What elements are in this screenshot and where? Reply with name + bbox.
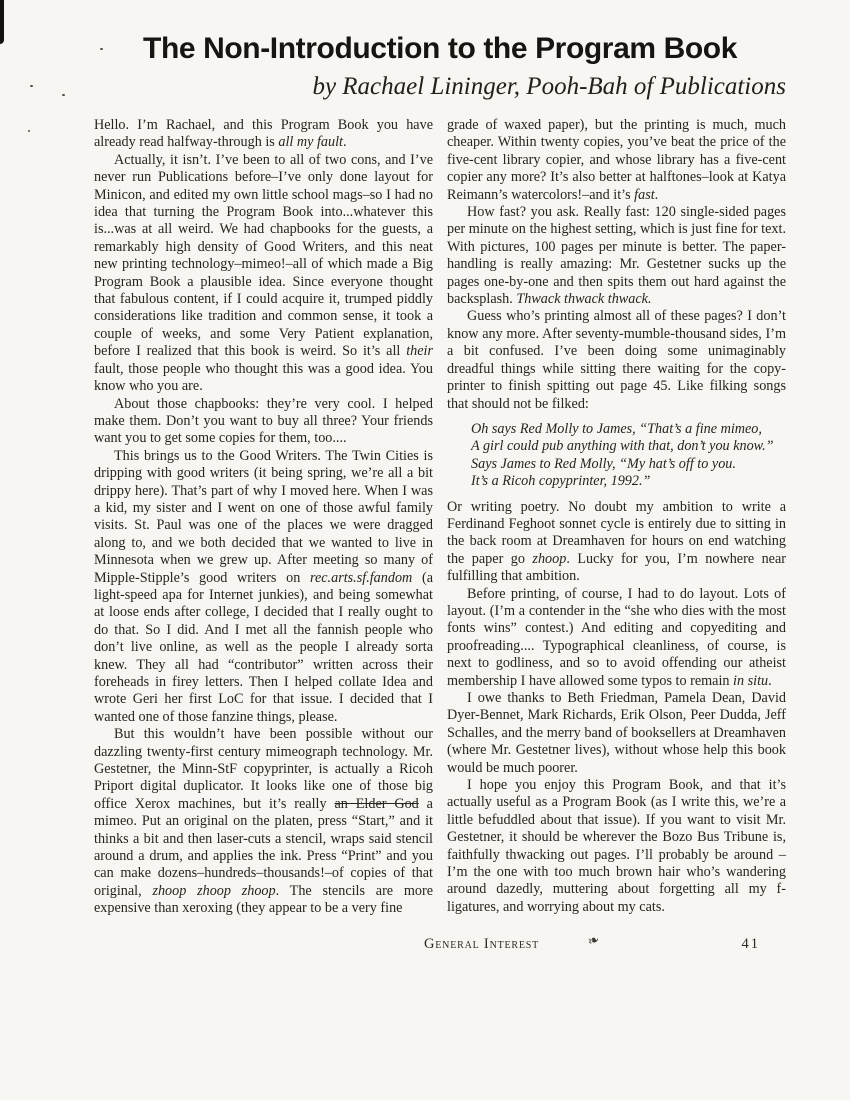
paragraph: Before printing, of course, I had to do layout. Lots of layout. (I’m a contender in the “she who dies with the most fonts wins” contest.) And editing and copyediting and proofreading.... Typographical cleanliness, of course, is next to godliness, and so to avoid offending our atheist membership I have allowed some typos to remain in situ. [447, 585, 786, 689]
page-number: 41 [741, 935, 760, 952]
paragraph: Actually, it isn’t. I’ve been to all of two cons, and I’ve never run Publications before–I’ve only done layout for Minicon, and edited my own little school mags–so I had no idea that turning the Program Book into...whatever this is...was at all weird. We had chapbooks for the guests, a remarkably high density of Good Writers, and this neat new printing technology–mimeo!–all of which made a Big Program Book a plausible idea. Since everyone thought that fabulous content, if I could acquire it, trumped piddly considerations like tradition and common sense, it took a couple of weeks, and some Very Patient explanation, before I realized that this book is weird. So it’s all their fault, those people who thought this was a good idea. You know who you are. [94, 151, 433, 395]
quote-block: Oh says Red Molly to James, “That’s a fine mimeo, A girl could pub anything with that, don’t you know.” Says James to Red Molly, “My hat’s off to you. It’s a Ricoh copyprinter, 1992.” [471, 420, 774, 490]
scan-speck [62, 94, 65, 96]
paragraph: About those chapbooks: they’re very cool. I helped make them. Don’t you want to buy all three? Your friends want you to get some copies for them, too.... [94, 395, 433, 447]
scan-edge-artifact [0, 0, 4, 44]
paragraph: How fast? you ask. Really fast: 120 single-sided pages per minute on the highest setting, which is just fine for text. With pictures, 100 pages per minute is better. The paper-handling is really amazing: Mr. Gestetner sucks up the pages one-by-one and then spits them out hard against the backsplash. Thwack thwack thwack. [447, 204, 786, 308]
scan-speck [100, 48, 103, 50]
paragraph: I hope you enjoy this Program Book, and that it’s actually useful as a Program Book (as I write this, we’re a little befuddled about that issue). If you want to visit Mr. Gestetner, it should be wherever the Bozo Bus Tribune is, faithfully thwacking out pages. I’ll probably be around –I’m the one with too much brown hair who’s wandering around dazedly, muttering about forgetting all my f-ligatures, and worrying about my cats. [447, 777, 786, 915]
page-footer [94, 932, 786, 958]
paragraph: grade of waxed paper), but the printing is much, much cheaper. Within twenty copies, you’ve beat the price of the five-cent library copier, and whose library has a five-cent copier any more? It’s also better at halftones–look at Katya Reimann’s watercolors!–and it’s fast. [447, 117, 786, 203]
column-left [94, 117, 433, 918]
paragraph: Or writing poetry. No doubt my ambition to write a Ferdinand Feghoot sonnet cycle is entirely due to sitting in the back room at Dreamhaven for hours on end watching the paper go zhoop. Lucky for you, I’m nowhere near fulfilling that ambition. [447, 498, 787, 585]
scan-speck [28, 130, 30, 132]
footer-section-label: General Interest [424, 935, 540, 952]
paragraph: Guess who’s printing almost all of these pages? I don’t know any more. After seventy-mumble-thousand sides, I’m a bit confused. I’ve been doing some unimaginably dreadful things while sitting there waiting for the copy-printer to finish spitting out page 45. Like filking songs that should not be filked: [447, 308, 786, 412]
column-right [447, 117, 786, 918]
article-body [94, 117, 786, 918]
paragraph: This brings us to the Good Writers. The Twin Cities is dripping with good writers (it being spring, we’re all a bit drippy here). That’s part of why I moved here. When I was a kid, my sister and I went on one of those awful family visits. St. Paul was one of the places we were dragged along to, and we both decided that we wanted to live in Minnesota when we grew up. After meeting so many of Mipple-Stipple’s good writers on rec.arts.sf.fandom (a light-speed apa for Internet junkies), and being somewhat at loose ends after college, I decided that I really ought to do that. So I did. And I met all the fannish people who don’t live online, as well as the people I already sorta knew. They all had “contributor” written across their foreheads in firey letters. Then I helped collate Idea and wrote Geri her first LoC for that issue. I decided that I wanted one of those fanzine things, please. [94, 447, 433, 725]
paragraph: Hello. I’m Rachael, and this Program Book you have already read halfway-through is all my fault. [94, 117, 433, 151]
scan-speck [30, 85, 33, 87]
article-byline: by Rachael Lininger, Pooh-Bah of Publications [312, 73, 786, 100]
paragraph: But this wouldn’t have been possible without our dazzling twenty-first century mimeograph technology. Mr. Gestetner, the Minn-StF copyprinter, is actually a Ricoh Priport digital duplicator. It looks like one of those big office Xerox machines, but it’s really an Elder God a mimeo. Put an original on the platen, press “Start,” and it thinks a bit and then laser-cuts a stencil, wraps said stencil around a drum, and applies the ink. Press “Print” and you can make dozens–hundreds–thousands!–of copies of that original, zhoop zhoop zhoop. The stencils are more expensive than xeroxing (they appear to be a very fine [94, 726, 433, 917]
fleuron-ornament-icon: ❧ [585, 932, 602, 951]
paragraph: I owe thanks to Beth Friedman, Pamela Dean, David Dyer-Bennet, Mark Richards, Erik Olson, Peer Dudda, Jeff Schalles, and the merry band of booksellers at Dreamhaven (where Mr. Gestetner lives), without whose help this book would be much poorer. [447, 690, 786, 776]
article [94, 0, 786, 958]
article-title: The Non-Introduction to the Program Book [143, 32, 737, 65]
